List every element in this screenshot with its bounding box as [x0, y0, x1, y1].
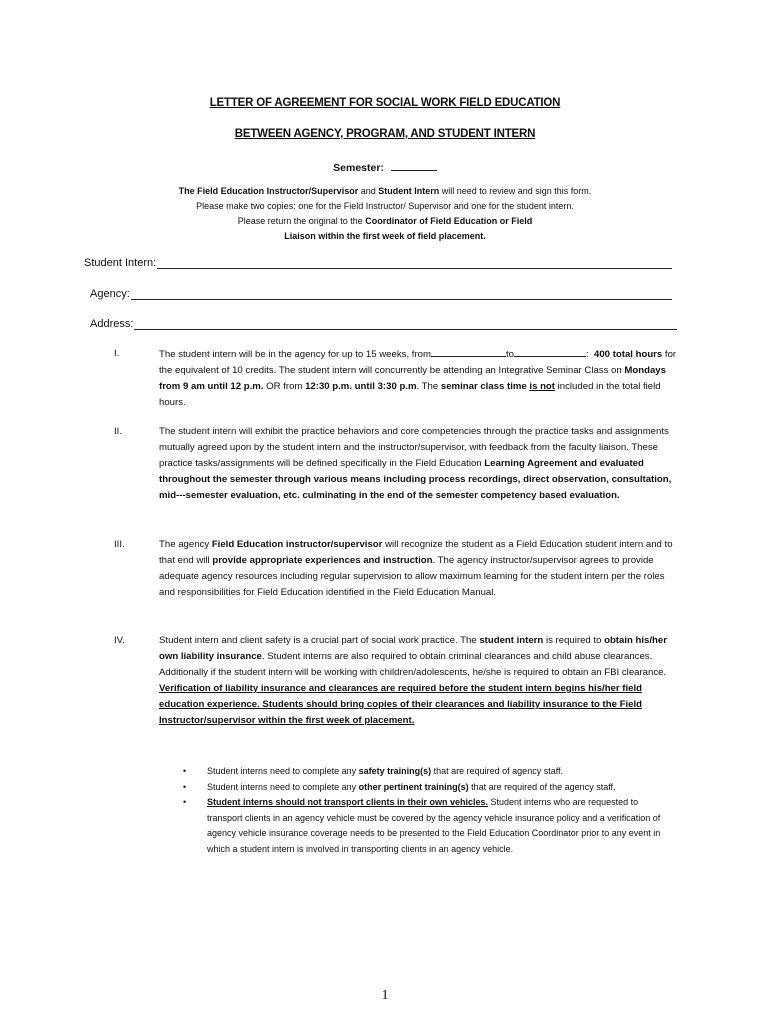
- pertinent-training-text: other pertinent training(s): [358, 781, 469, 792]
- intro-instructor-text: The Field Education Instructor/Supervisor: [178, 186, 359, 196]
- section-text: :: [586, 349, 589, 360]
- intro-line-1: [0, 184, 770, 199]
- section-number: I.: [114, 348, 120, 359]
- bullet-text: that are required of the agency staff.: [468, 781, 616, 792]
- section-body: [159, 633, 679, 729]
- field-education-instructor-text: Field Education instructor/supervisor: [211, 539, 383, 550]
- section-text: The agency: [159, 539, 212, 550]
- intro-coordinator-text: Coordinator of Field Education or Field: [365, 216, 533, 226]
- seminar-class-time-text: seminar class time: [440, 381, 530, 392]
- start-date-blank[interactable]: [431, 346, 506, 357]
- semester-blank[interactable]: [391, 160, 437, 171]
- agency-input-line[interactable]: [131, 287, 672, 300]
- agency-label: Agency:: [90, 288, 130, 300]
- student-intern-text: student intern: [479, 635, 544, 646]
- intro-text: will need to review and sign this form.: [439, 186, 592, 196]
- section-text: . Student interns are also required to obtain criminal clearances and child abuse clearances. Additionally if the student intern will be working with children/adolescents, he/she is required to obtain an FBI clearance.: [159, 651, 667, 678]
- safety-training-text: safety training(s): [358, 766, 432, 776]
- verification-requirement-text: Verification of liability insurance and clearances are required before the student intern begins his/her field education experience. Students should bring copies of their clearances and liability insurance to the Field Instructor/supervisor within the first week of placement.: [159, 683, 643, 726]
- bullet-icon: •: [183, 766, 187, 776]
- section-text: for the equivalent of 10 credits. The student intern will concurrently be attending an Integrative Seminar Class on: [159, 349, 677, 376]
- intro-line-3: [0, 214, 770, 229]
- intro-text: Please return the original to the: [237, 216, 366, 226]
- section-body: [159, 424, 679, 504]
- bullet-text: that are required of agency staff.: [431, 766, 564, 776]
- seminar-time-afternoon: 12:30 p.m. until 3:30 p.m: [305, 381, 417, 392]
- section-text: . The: [416, 381, 441, 392]
- learning-agreement-text: Learning Agreement and evaluated throughout the semester through various means including process recordings, direct observation, consultation, mid---semester evaluation, etc. culminating in the end of the semester competency based evaluation.: [159, 458, 672, 501]
- bullet-text: Student interns need to complete any: [207, 766, 359, 776]
- section-number: IV.: [114, 635, 125, 646]
- student-intern-field: [84, 256, 672, 269]
- intro-line-2: Please make two copies: one for the Field Instructor/ Supervisor and one for the student intern.: [196, 201, 574, 211]
- address-label: Address:: [90, 318, 134, 330]
- seminar-time-morning: Mondays from 9 am until 12 p.m.: [159, 365, 666, 392]
- transport-rule-text: Student interns should not transport clients in their own vehicles.: [207, 797, 489, 807]
- bullet-icon: •: [183, 797, 187, 807]
- document-subtitle: BETWEEN AGENCY, PROGRAM, AND STUDENT INTERN: [234, 128, 536, 140]
- list-item: [183, 795, 673, 857]
- is-not-text: is not: [529, 381, 555, 392]
- bullet-icon: •: [183, 781, 187, 792]
- bullet-text: Student interns need to complete any: [207, 781, 359, 792]
- section-text: The student intern will be in the agency for up to 15 weeks, from: [159, 349, 431, 360]
- address-field: [90, 317, 677, 330]
- intro-instructions: [0, 184, 770, 244]
- document-title: LETTER OF AGREEMENT FOR SOCIAL WORK FIELD EDUCATION: [209, 97, 561, 109]
- intro-line-4: [0, 229, 770, 244]
- semester-label: Semester:: [333, 162, 384, 174]
- student-intern-input-line[interactable]: [157, 256, 672, 269]
- appropriate-experiences-text: provide appropriate experiences and instruction: [212, 555, 433, 566]
- bullet-text: Student interns who are requested to transport clients in an agency vehicle must be covered by the agency vehicle insurance policy and a verification of agency vehicle insurance coverage needs to be presented to the Field Education Coordinator prior to any event in which a student intern is involved in transporting clients in an agency vehicle.: [207, 797, 661, 854]
- section-text: Student intern and client safety is a crucial part of social work practice. The: [159, 635, 480, 646]
- section-text: OR from: [263, 381, 306, 392]
- section-text: will recognize the student as a Field Education student intern and to that end will: [159, 539, 673, 566]
- intro-text: and: [358, 186, 379, 196]
- section-number: II.: [114, 426, 122, 437]
- intro-liaison-text: Liaison within the first week of field placement.: [284, 231, 486, 241]
- page-number: 1: [381, 988, 389, 1003]
- requirements-bullet-list: [183, 764, 673, 857]
- list-item: [183, 780, 673, 796]
- section-number: III.: [114, 539, 125, 550]
- list-item: [183, 764, 673, 780]
- liability-insurance-text: obtain his/her own liability insurance: [159, 635, 667, 662]
- section-text: . The agency instructor/supervisor agrees to provide adequate agency resources including regular supervision to allow maximum learning for the student intern per the roles and responsibilities for Field Education identified in the Field Education Manual.: [159, 555, 665, 598]
- intro-student-text: Student Intern: [378, 186, 440, 196]
- section-body: [159, 346, 679, 411]
- section-text: The student intern will exhibit the practice behaviors and core competencies through the practice tasks and assignments mutually agreed upon by the student intern and the instructor/supervisor, with feedback from the faculty liaison. These practice tasks/assignments will be defined specifically in the Field Education: [159, 426, 669, 469]
- total-hours-text: 400 total hours: [594, 349, 663, 360]
- end-date-blank[interactable]: [514, 346, 586, 357]
- section-text: to: [505, 349, 514, 360]
- semester-row: [0, 160, 770, 174]
- address-input-line[interactable]: [134, 317, 677, 330]
- agency-field: [90, 287, 672, 300]
- student-intern-label: Student Intern:: [84, 257, 157, 269]
- section-text: included in the total field hours.: [159, 381, 661, 408]
- section-body: [159, 537, 679, 601]
- section-text: is required to: [543, 635, 605, 646]
